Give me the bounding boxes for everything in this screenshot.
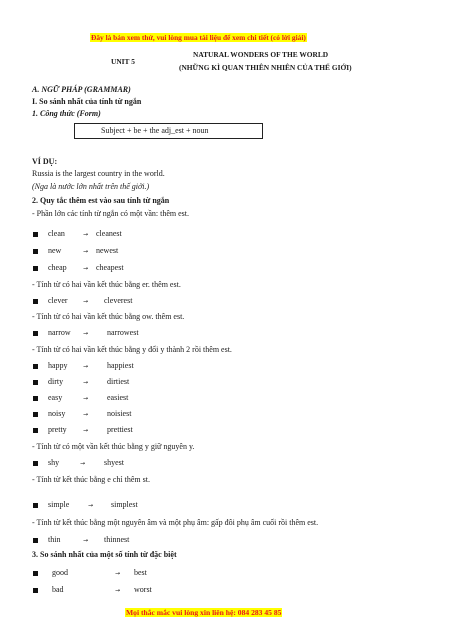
adjective-superlative: thinnest bbox=[104, 535, 130, 544]
bullet-square-icon bbox=[33, 249, 38, 254]
rule-ending-ow: - Tính từ có hai vần kết thúc bằng ow. thêm est. bbox=[32, 312, 185, 321]
example-sentence-en: Russia is the largest country in the world. bbox=[32, 169, 165, 178]
special-adjectives-subheading: 3. So sánh nhất của một số tính từ đặc biệt bbox=[32, 550, 177, 559]
adjective-base: narrow bbox=[48, 328, 71, 337]
rule-one-syllable: - Phần lớn các tính từ ngắn có một vần: thêm est. bbox=[32, 209, 189, 218]
arrow-right-icon: → bbox=[83, 330, 89, 337]
formula-text: Subject + be + the adj_est + noun bbox=[101, 126, 209, 135]
adjective-base: happy bbox=[48, 361, 68, 370]
adjective-base: new bbox=[48, 246, 62, 255]
bullet-square-icon bbox=[33, 461, 38, 466]
bullet-square-icon bbox=[33, 380, 38, 385]
adjective-base: bad bbox=[52, 585, 64, 594]
arrow-right-icon: → bbox=[83, 379, 89, 386]
form-subheading: 1. Công thức (Form) bbox=[32, 109, 101, 118]
bullet-square-icon bbox=[33, 331, 38, 336]
rule-ending-y: - Tính từ có hai vần kết thúc bằng y đổi y thành 2 rồi thêm est. bbox=[32, 345, 232, 354]
adjective-superlative: worst bbox=[134, 585, 152, 594]
arrow-right-icon: → bbox=[83, 231, 89, 238]
arrow-right-icon: → bbox=[83, 248, 89, 255]
adjective-superlative: dirtiest bbox=[107, 377, 130, 386]
adjective-superlative: happiest bbox=[107, 361, 134, 370]
adjective-base: noisy bbox=[48, 409, 66, 418]
adjective-superlative: noisiest bbox=[107, 409, 132, 418]
arrow-right-icon: → bbox=[83, 427, 89, 434]
adjective-base: cheap bbox=[48, 263, 67, 272]
adjective-base: shy bbox=[48, 458, 60, 467]
arrow-right-icon: → bbox=[83, 265, 89, 272]
bullet-square-icon bbox=[33, 538, 38, 543]
adjective-superlative: cheapest bbox=[96, 263, 124, 272]
arrow-right-icon: → bbox=[88, 502, 94, 509]
rules-subheading: 2. Quy tắc thêm est vào sau tính từ ngắn bbox=[32, 196, 170, 205]
adjective-superlative: shyest bbox=[104, 458, 124, 467]
example-sentence-vi: (Nga là nước lớn nhất trên thế giới.) bbox=[32, 182, 150, 191]
rule-ending-er: - Tính từ có hai vần kết thúc bằng er. thêm est. bbox=[32, 280, 181, 289]
adjective-superlative: narrowest bbox=[107, 328, 139, 337]
arrow-right-icon: → bbox=[83, 298, 89, 305]
section-grammar-heading: A. NGỮ PHÁP (GRAMMAR) bbox=[32, 85, 131, 94]
arrow-right-icon: → bbox=[83, 411, 89, 418]
bullet-square-icon bbox=[33, 588, 38, 593]
bullet-square-icon bbox=[33, 571, 38, 576]
bullet-square-icon bbox=[33, 412, 38, 417]
adjective-superlative: prettiest bbox=[107, 425, 133, 434]
title-vietnamese: (NHỮNG KÌ QUAN THIÊN NHIÊN CỦA THẾ GIỚI) bbox=[179, 63, 352, 72]
arrow-right-icon: → bbox=[83, 395, 89, 402]
adjective-superlative: easiest bbox=[107, 393, 129, 402]
adjective-base: simple bbox=[48, 500, 70, 509]
adjective-base: clean bbox=[48, 229, 65, 238]
arrow-right-icon: → bbox=[83, 363, 89, 370]
rule-keep-y: - Tính từ có một vần kết thúc bằng y giữ nguyên y. bbox=[32, 442, 195, 451]
bullet-square-icon bbox=[33, 396, 38, 401]
preview-notice-banner: Đây là bản xem thử, vui lòng mua tài liệu để xem chi tiết (có lời giải) bbox=[91, 33, 306, 42]
rule-ending-e: - Tính từ kết thúc bằng e chỉ thêm st. bbox=[32, 475, 150, 484]
adjective-base: easy bbox=[48, 393, 63, 402]
arrow-right-icon: → bbox=[80, 460, 86, 467]
bullet-square-icon bbox=[33, 299, 38, 304]
bullet-square-icon bbox=[33, 428, 38, 433]
adjective-base: thin bbox=[48, 535, 61, 544]
example-heading: VÍ DỤ: bbox=[32, 157, 58, 166]
bullet-square-icon bbox=[33, 503, 38, 508]
adjective-superlative: simplest bbox=[111, 500, 138, 509]
arrow-right-icon: → bbox=[83, 537, 89, 544]
bullet-square-icon bbox=[33, 266, 38, 271]
arrow-right-icon: → bbox=[115, 587, 121, 594]
bullet-square-icon bbox=[33, 364, 38, 369]
rule-double-consonant: - Tính từ kết thúc bằng một nguyên âm và một phụ âm: gấp đôi phụ âm cuối rồi thêm est. bbox=[32, 518, 319, 527]
contact-footer: Mọi thắc mắc vui lòng xin liên hệ: 084 283 45 85 bbox=[126, 608, 282, 617]
adjective-superlative: best bbox=[134, 568, 147, 577]
unit-label: UNIT 5 bbox=[111, 57, 135, 66]
bullet-square-icon bbox=[33, 232, 38, 237]
section-i-heading: I. So sánh nhất của tính từ ngắn bbox=[32, 97, 142, 106]
adjective-superlative: cleanest bbox=[96, 229, 122, 238]
adjective-base: dirty bbox=[48, 377, 64, 386]
adjective-base: clever bbox=[48, 296, 68, 305]
adjective-base: good bbox=[52, 568, 68, 577]
adjective-superlative: newest bbox=[96, 246, 119, 255]
arrow-right-icon: → bbox=[115, 570, 121, 577]
adjective-base: pretty bbox=[48, 425, 67, 434]
title-english: NATURAL WONDERS OF THE WORLD bbox=[193, 50, 329, 59]
adjective-superlative: cleverest bbox=[104, 296, 133, 305]
